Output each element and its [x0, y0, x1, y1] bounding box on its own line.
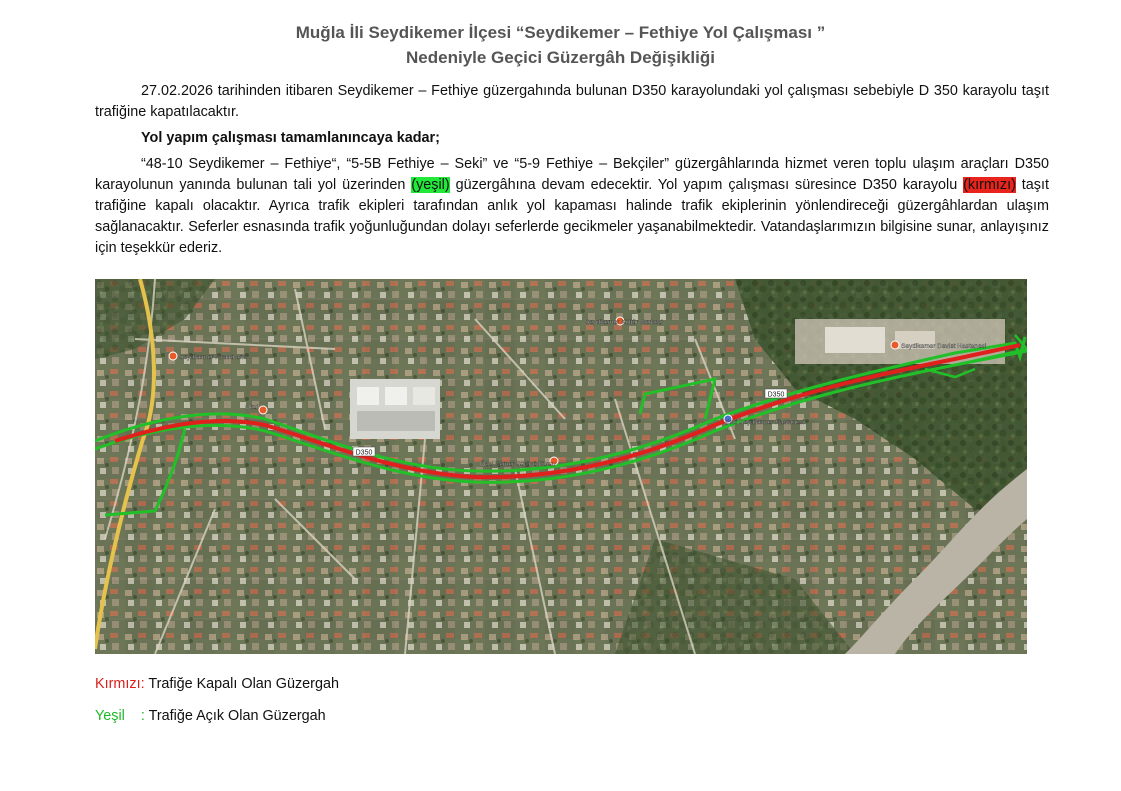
details-text-b: güzergâhına devam edecektir. Yol yapım çalışması süresince D350 karayolu	[449, 177, 964, 193]
highlight-green: (yeşil)	[411, 177, 450, 193]
legend-red-key: Kırmızı:	[95, 676, 145, 692]
details-text-c: taşıt trafiğine kapalı olacaktır. Ayrıca trafik ekipleri tarafından anlık yol kapaması halinde trafik ekiplerinin yönlendireceği güzergâhlardan ulaşım sağlanacaktır. Seferler esnasında trafik yoğunluğundan dolayı seferlerde gecikmeler yaşanabilmektedir. Vatandaşlarımızın bilgisine sunar, anlayışınız için teşekkür ederiz.	[95, 177, 1049, 256]
map-canvas	[95, 279, 1027, 654]
map-label: Eski Seydikemer Hastanesi	[725, 419, 805, 426]
highlight-red: (kırmızı)	[963, 177, 1016, 193]
map-label: Seydikemer Kıraathane	[179, 354, 247, 361]
paragraph-details	[95, 154, 1049, 259]
map-label: Özel Kemer Sürücü Kursu	[480, 461, 556, 468]
legend-green-text: Trafiğe Açık Olan Güzergah	[148, 708, 326, 724]
legend-green-sep: :	[124, 708, 149, 724]
road-shield-label: D350	[767, 391, 785, 399]
paragraph-subheading: Yol yapım çalışması tamamlanıncaya kadar;	[141, 130, 440, 146]
satellite-route-map	[95, 279, 1027, 654]
map-label: Seydikemer Kültür Merkezi	[585, 319, 663, 326]
legend-red-text: Trafiğe Kapalı Olan Güzergah	[144, 676, 339, 692]
title-line-1: Muğla İli Seydikemer İlçesi “Seydikemer – Fethiye Yol Çalışması ”	[295, 23, 826, 42]
legend-green-key: Yeşil	[95, 708, 125, 724]
page-title	[0, 20, 1121, 70]
map-label: Seydikemer Devlet Hastanesi	[901, 343, 987, 350]
legend-open	[95, 707, 326, 725]
map-label: Okul	[245, 404, 259, 411]
legend-closed	[95, 675, 339, 693]
paragraph-intro: 27.02.2026 tarihinden itibaren Seydikemer – Fethiye güzergahında bulunan D350 karayolundaki yol çalışması sebebiyle D 350 karayolu taşıt trafiğine kapatılacaktır.	[95, 83, 1049, 120]
details-text-a: “48-10 Seydikemer – Fethiye“, “5-5B Fethiye – Seki” ve “5-9 Fethiye – Bekçiler” güzergâhlarında hizmet veren toplu ulaşım araçları D350 karayolunun yanında bulunan tali yol üzerinden	[95, 156, 1049, 193]
road-shield-label: D350	[355, 449, 373, 457]
title-line-2: Nedeniyle Geçici Güzergâh Değişikliği	[406, 48, 715, 67]
